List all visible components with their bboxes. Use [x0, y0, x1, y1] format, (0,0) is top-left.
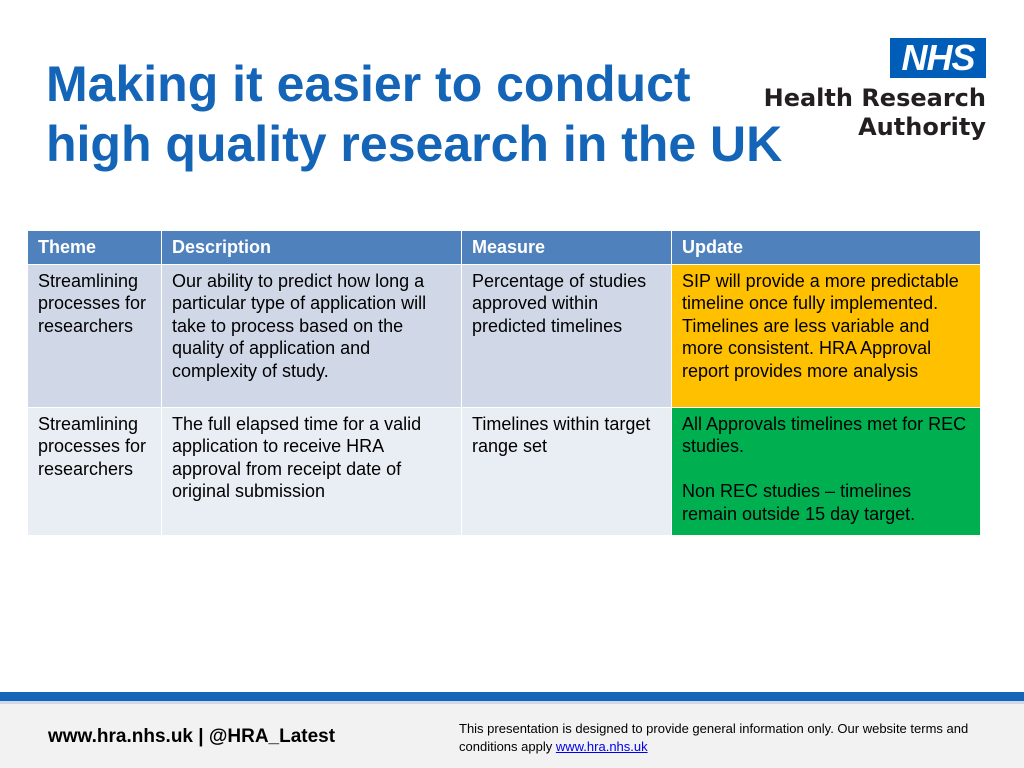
page-title	[46, 54, 806, 174]
footer-contact: www.hra.nhs.uk | @HRA_Latest	[48, 726, 336, 747]
logo-organisation-name	[764, 84, 986, 142]
nhs-logo-icon: NHS	[890, 38, 986, 78]
measures-table	[27, 230, 981, 536]
footer	[0, 704, 1024, 768]
header-description: Description	[162, 231, 462, 265]
cell-measure: Percentage of studies approved within predicted timelines	[462, 264, 672, 407]
header-update: Update	[672, 231, 981, 265]
cell-description: The full elapsed time for a valid application to receive HRA approval from receipt date of original submission	[162, 407, 462, 536]
footer-divider	[0, 692, 1024, 701]
cell-update-status-amber: SIP will provide a more predictable timeline once fully implemented. Timelines are less variable and more consistent. HRA Approval report provides more analysis	[672, 264, 981, 407]
title-line-1: Making it easier to conduct	[46, 56, 691, 112]
cell-update-status-green: All Approvals timelines met for REC studies. Non REC studies – timelines remain outside 15 day target.	[672, 407, 981, 536]
disclaimer-text: This presentation is designed to provide general information only. Our website terms and conditions apply	[459, 721, 969, 754]
table-header-row	[28, 231, 981, 265]
cell-measure: Timelines within target range set	[462, 407, 672, 536]
table-row	[28, 264, 981, 407]
cell-theme: Streamlining processes for researchers	[28, 407, 162, 536]
header-theme: Theme	[28, 231, 162, 265]
title-line-2: high quality research in the UK	[46, 116, 783, 172]
header-measure: Measure	[462, 231, 672, 265]
logo-name-line-2: Authority	[858, 113, 986, 141]
cell-description: Our ability to predict how long a particular type of application will take to process based on the quality of application and complexity of study.	[162, 264, 462, 407]
cell-theme: Streamlining processes for researchers	[28, 264, 162, 407]
footer-disclaimer	[459, 720, 999, 756]
website-link[interactable]: www.hra.nhs.uk	[555, 739, 648, 754]
nhs-hra-logo	[763, 37, 986, 148]
logo-name-line-1: Health Research	[763, 84, 986, 112]
table-row	[28, 407, 981, 536]
